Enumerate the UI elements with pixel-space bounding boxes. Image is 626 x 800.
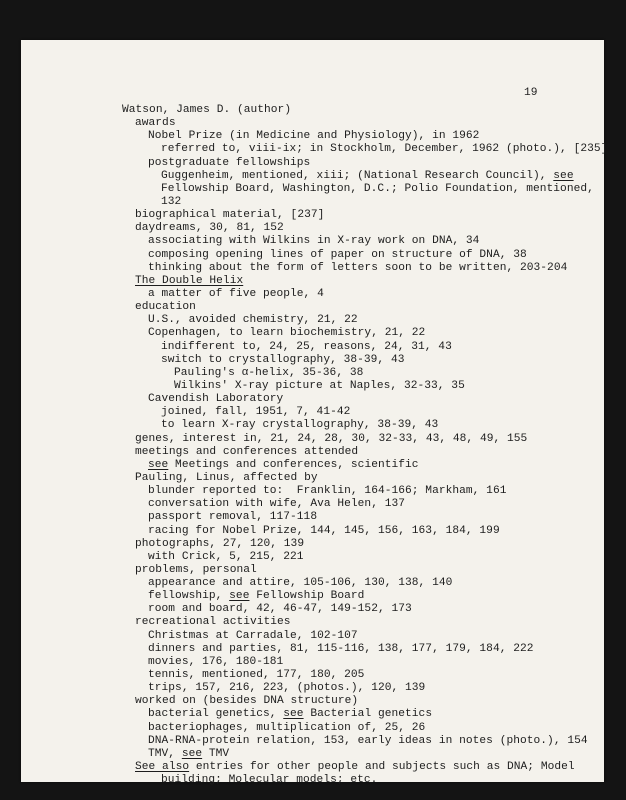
index-line — [122, 354, 607, 367]
index-text-run: biographical material, [237] — [135, 209, 325, 222]
underlined-text: The Double Helix — [135, 274, 244, 287]
index-text-run: Fellowship Board — [249, 590, 365, 603]
index-text-run: a matter of five people, 4 — [148, 287, 324, 300]
index-text-run: Bacterial genetics — [303, 708, 433, 721]
index-line — [122, 104, 607, 117]
index-text-run: blunder reported to: Franklin, 164-166; Markham, 161 — [148, 485, 507, 498]
index-line — [122, 301, 607, 314]
index-text-run: switch to crystallography, 38-39, 43 — [161, 353, 405, 366]
index-text-run: TMV — [202, 747, 230, 760]
index-line — [122, 143, 607, 156]
index-line — [122, 616, 607, 629]
index-text-run: conversation with wife, Ava Helen, 137 — [148, 498, 406, 511]
index-line — [122, 498, 607, 511]
index-line — [122, 603, 607, 616]
index-line — [122, 183, 607, 196]
underlined-text: see — [148, 458, 169, 471]
index-text-run: appearance and attire, 105-106, 130, 138, 140 — [148, 577, 453, 590]
index-text-run: thinking about the form of letters soon to be written, 203-204 — [148, 261, 568, 274]
index-text-run: dinners and parties, 81, 115-116, 138, 177, 179, 184, 222 — [148, 642, 534, 655]
index-text-run: Christmas at Carradale, 102-107 — [148, 629, 358, 642]
page-number: 19 — [524, 87, 538, 99]
index-text-run: Pauling's α-helix, 35-36, 38 — [174, 366, 364, 379]
index-text-run: with Crick, 5, 215, 221 — [148, 550, 304, 563]
index-line — [122, 630, 607, 643]
index-text-run: movies, 176, 180-181 — [148, 655, 284, 668]
index-line — [122, 275, 607, 288]
index-line — [122, 419, 607, 432]
index-entries — [122, 104, 607, 787]
index-line — [122, 367, 607, 380]
index-line — [122, 538, 607, 551]
index-line — [122, 722, 607, 735]
underlined-text: see — [229, 590, 250, 603]
index-line — [122, 669, 607, 682]
index-line — [122, 590, 607, 603]
index-text-run: awards — [135, 117, 176, 130]
index-text-run: composing opening lines of paper on structure of DNA, 38 — [148, 248, 527, 261]
index-line — [122, 157, 607, 170]
index-line — [122, 446, 607, 459]
index-line — [122, 341, 607, 354]
index-text-run: associating with Wilkins in X-ray work on DNA, 34 — [148, 235, 480, 248]
index-line — [122, 643, 607, 656]
index-line — [122, 577, 607, 590]
index-text-run: fellowship, — [148, 590, 230, 603]
index-line — [122, 327, 607, 340]
index-line — [122, 314, 607, 327]
index-text-run: room and board, 42, 46-47, 149-152, 173 — [148, 603, 412, 616]
index-line — [122, 262, 607, 275]
index-text-run: passport removal, 117-118 — [148, 511, 318, 524]
index-line — [122, 380, 607, 393]
index-line — [122, 130, 607, 143]
index-line — [122, 288, 607, 301]
index-text-run: bacteriophages, multiplication of, 25, 26 — [148, 721, 426, 734]
index-text-run: worked on (besides DNA structure) — [135, 695, 359, 708]
index-text-run: to learn X-ray crystallography, 38-39, 43 — [161, 419, 439, 432]
index-text-run: entries for other people and subjects such as DNA; Model — [189, 761, 575, 774]
index-text-run: bacterial genetics, — [148, 708, 284, 721]
index-line — [122, 735, 607, 748]
index-text-run: education — [135, 301, 196, 314]
index-line — [122, 249, 607, 262]
index-line — [122, 761, 607, 774]
index-line — [122, 170, 607, 183]
index-text-run: Pauling, Linus, affected by — [135, 471, 318, 484]
index-text-run: building; Molecular models; etc. — [161, 774, 378, 787]
index-line — [122, 748, 607, 761]
index-line — [122, 222, 607, 235]
index-line — [122, 472, 607, 485]
index-text-run: genes, interest in, 21, 24, 28, 30, 32-33, 43, 48, 49, 155 — [135, 432, 528, 445]
index-text-run: meetings and conferences attended — [135, 445, 359, 458]
index-text-run: referred to, viii-ix; in Stockholm, December, 1962 (photo.), [235] — [161, 143, 608, 156]
index-line — [122, 117, 607, 130]
index-text-run: tennis, mentioned, 177, 180, 205 — [148, 669, 365, 682]
index-line — [122, 406, 607, 419]
index-line — [122, 485, 607, 498]
index-text-run: photographs, 27, 120, 139 — [135, 537, 305, 550]
index-text-run: indifferent to, 24, 25, reasons, 24, 31, 43 — [161, 340, 452, 353]
index-text-run: daydreams, 30, 81, 152 — [135, 222, 284, 235]
index-line — [122, 525, 607, 538]
index-text-run: Fellowship Board, Washington, D.C.; Polio Foundation, mentioned, — [161, 182, 594, 195]
index-text-run: racing for Nobel Prize, 144, 145, 156, 163, 184, 199 — [148, 524, 500, 537]
index-line — [122, 459, 607, 472]
index-text-run: U.S., avoided chemistry, 21, 22 — [148, 314, 358, 327]
underlined-text: see — [181, 747, 203, 760]
index-line — [122, 682, 607, 695]
index-line — [122, 774, 607, 787]
index-text-run: Cavendish Laboratory — [148, 393, 284, 406]
underlined-text: see — [553, 169, 574, 182]
underlined-text: See also — [135, 761, 190, 774]
index-line — [122, 196, 607, 209]
index-text-run: problems, personal — [135, 563, 257, 576]
index-line — [122, 695, 607, 708]
index-line — [122, 433, 607, 446]
underlined-text: see — [283, 708, 304, 721]
index-text-run: Guggenheim, mentioned, xiii; (National Research Council), — [161, 169, 554, 182]
index-text-run: recreational activities — [135, 616, 291, 629]
index-text-run: DNA-RNA-protein relation, 153, early ideas in notes (photo.), 154 — [148, 734, 588, 747]
index-text-run: Copenhagen, to learn biochemistry, 21, 22 — [148, 327, 426, 340]
index-line — [122, 511, 607, 524]
index-text-run: Meetings and conferences, scientific — [168, 458, 419, 471]
index-text-run: joined, fall, 1951, 7, 41-42 — [161, 406, 351, 419]
index-text-run: 132 — [161, 195, 182, 208]
index-line — [122, 564, 607, 577]
index-line — [122, 551, 607, 564]
index-line — [122, 235, 607, 248]
index-text-run: Watson, James D. (author) — [122, 104, 292, 116]
index-line — [122, 393, 607, 406]
index-text-run: postgraduate fellowships — [148, 156, 311, 169]
index-line — [122, 656, 607, 669]
index-line — [122, 708, 607, 721]
index-text-run: Wilkins' X-ray picture at Naples, 32-33, 35 — [174, 379, 465, 392]
index-text-run: TMV, — [148, 747, 182, 760]
index-line — [122, 209, 607, 222]
index-text-run: trips, 157, 216, 223, (photos.), 120, 139 — [148, 682, 426, 695]
index-text-run: Nobel Prize (in Medicine and Physiology), in 1962 — [148, 130, 480, 143]
